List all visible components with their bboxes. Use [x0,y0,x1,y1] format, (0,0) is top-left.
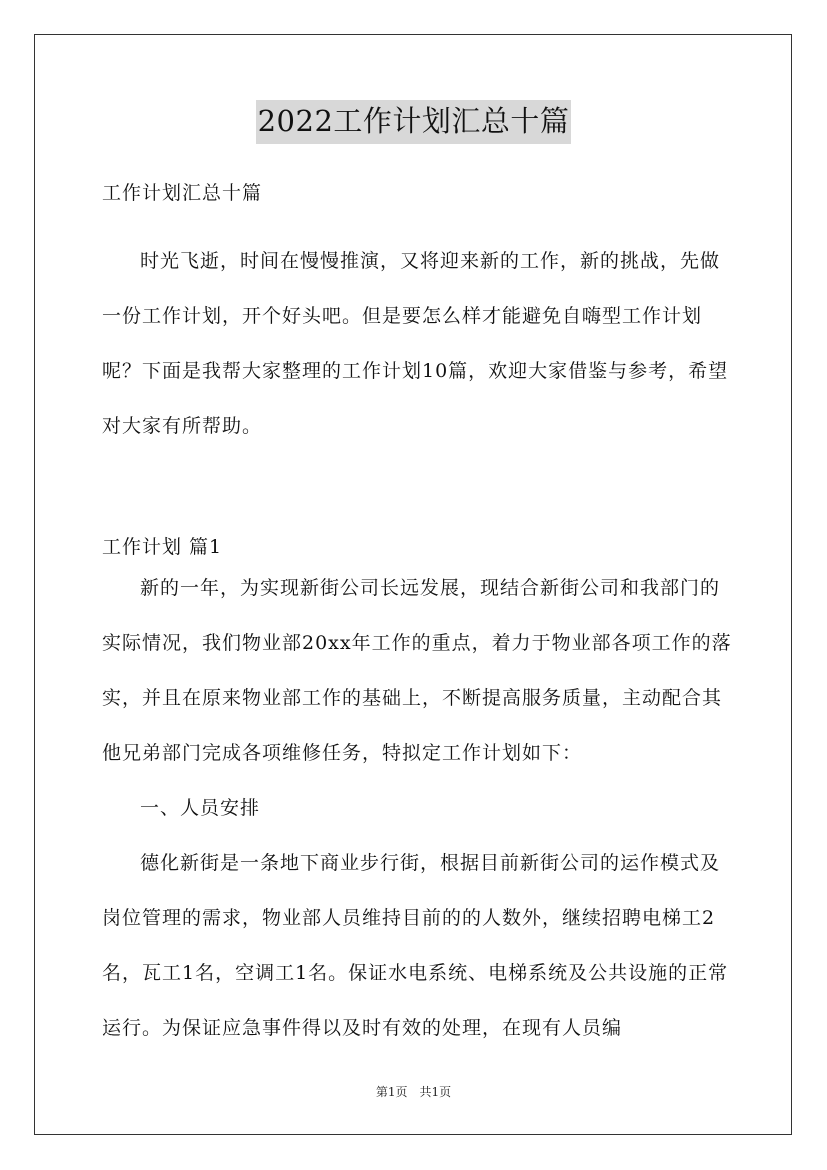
section-spacer [102,454,732,533]
section-paragraph-1: 新的一年，为实现新街公司长远发展，现结合新街公司和我部门的实际情况，我们物业部20xx年工作的重点，着力于物业部各项工作的落实，并且在原来物业部工作的基础上，不断提高服务质量，主动配合其他兄弟部门完成各项维修任务，特拟定工作计划如下： [102,577,732,764]
intro-paragraph: 时光飞逝，时间在慢慢推演，又将迎来新的工作，新的挑战，先做一份工作计划，开个好头吧。但是要怎么样才能避免自嗨型工作计划呢？下面是我帮大家整理的工作计划10篇，欢迎大家借鉴与参考，希望对大家有所帮助。 [102,250,729,437]
title-container [0,100,827,144]
page-footer: 第1页 共1页 [375,1085,452,1099]
section-paragraph-2: 德化新街是一条地下商业步行街，根据目前新街公司的运作模式及岗位管理的需求，物业部人员维持目前的的人数外，继续招聘电梯工2名，瓦工1名，空调工1名。保证水电系统、电梯系统及公共设施的正常运行。为保证应急事件得以及时有效的处理，在现有人员编 [102,852,729,1039]
section-title: 工作计划 篇1 [102,536,223,558]
document-body [102,179,732,1056]
section-heading-1: 一、人员安排 [140,797,261,819]
document-subtitle: 工作计划汇总十篇 [102,182,263,204]
document-title: 2022工作计划汇总十篇 [256,100,572,144]
